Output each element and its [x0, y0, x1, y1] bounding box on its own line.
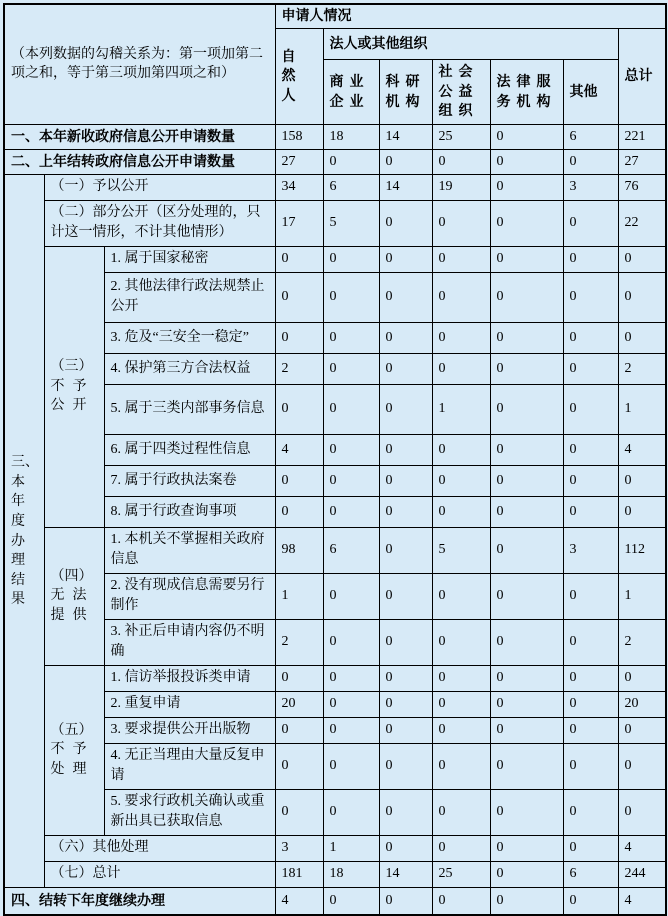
- value-cell: 0: [618, 665, 666, 691]
- value-cell: 0: [432, 246, 490, 272]
- value-cell: 0: [379, 717, 432, 743]
- value-cell: 0: [379, 384, 432, 434]
- value-cell: 0: [379, 496, 432, 527]
- value-cell: 0: [490, 717, 563, 743]
- value-cell: 0: [275, 246, 323, 272]
- section-label-year-results: 三、本年度办理结果: [4, 174, 44, 887]
- header-col-legal-service: 法律服务机构: [490, 59, 563, 124]
- value-cell: 0: [490, 527, 563, 573]
- value-cell: 0: [379, 200, 432, 246]
- value-cell: 4: [618, 887, 666, 915]
- value-cell: 2: [618, 353, 666, 384]
- value-cell: 14: [379, 124, 432, 149]
- value-cell: 0: [490, 887, 563, 915]
- table-row: [4, 861, 666, 887]
- value-cell: 0: [490, 272, 563, 322]
- table-row: [4, 789, 666, 835]
- value-cell: 0: [379, 835, 432, 861]
- value-cell: 0: [490, 496, 563, 527]
- value-cell: 18: [323, 124, 379, 149]
- value-cell: 0: [432, 496, 490, 527]
- value-cell: 0: [563, 743, 618, 789]
- value-cell: 98: [275, 527, 323, 573]
- value-cell: 0: [323, 665, 379, 691]
- value-cell: 3: [563, 174, 618, 200]
- item-label: 2. 其他法律行政法规禁止公开: [104, 272, 275, 322]
- value-cell: 5: [323, 200, 379, 246]
- value-cell: 0: [563, 272, 618, 322]
- value-cell: 112: [618, 527, 666, 573]
- group-label-refused: [44, 246, 104, 527]
- value-cell: 0: [323, 353, 379, 384]
- item-label: 3. 要求提供公开出版物: [104, 717, 275, 743]
- value-cell: 0: [490, 322, 563, 353]
- table-row: [4, 465, 666, 496]
- item-label: 8. 属于行政查询事项: [104, 496, 275, 527]
- value-cell: 3: [275, 835, 323, 861]
- value-cell: 0: [490, 789, 563, 835]
- value-cell: 0: [379, 465, 432, 496]
- table-row: [4, 434, 666, 465]
- value-cell: 0: [563, 246, 618, 272]
- value-cell: 0: [490, 861, 563, 887]
- value-cell: 1: [275, 573, 323, 619]
- value-cell: 0: [432, 691, 490, 717]
- value-cell: 0: [563, 665, 618, 691]
- header-col-research: 科研机构: [379, 59, 432, 124]
- value-cell: 0: [275, 272, 323, 322]
- value-cell: 0: [490, 200, 563, 246]
- value-cell: 0: [490, 691, 563, 717]
- value-cell: 27: [618, 149, 666, 174]
- table-row: [4, 124, 666, 149]
- value-cell: 0: [432, 619, 490, 665]
- item-label: 1. 信访举报投诉类申请: [104, 665, 275, 691]
- value-cell: 0: [618, 272, 666, 322]
- value-cell: 0: [618, 246, 666, 272]
- header-natural-person: 自然人: [275, 28, 323, 124]
- value-cell: 0: [379, 619, 432, 665]
- group-number: （三）: [50, 359, 93, 375]
- value-cell: 0: [432, 272, 490, 322]
- value-cell: 0: [275, 743, 323, 789]
- value-cell: 0: [323, 322, 379, 353]
- value-cell: 0: [490, 835, 563, 861]
- value-cell: 6: [323, 527, 379, 573]
- value-cell: 20: [618, 691, 666, 717]
- value-cell: 0: [563, 496, 618, 527]
- disclosure-table: [3, 3, 667, 916]
- item-label: 5. 属于三类内部事务信息: [104, 384, 275, 434]
- value-cell: 0: [563, 149, 618, 174]
- value-cell: 0: [618, 322, 666, 353]
- value-cell: 0: [432, 200, 490, 246]
- header-applicant-status: 申请人情况: [275, 4, 666, 28]
- value-cell: 0: [432, 353, 490, 384]
- value-cell: 25: [432, 124, 490, 149]
- value-cell: 0: [323, 691, 379, 717]
- value-cell: 0: [563, 619, 618, 665]
- value-cell: 0: [323, 573, 379, 619]
- value-cell: 0: [275, 665, 323, 691]
- value-cell: 0: [563, 835, 618, 861]
- value-cell: 0: [563, 322, 618, 353]
- value-cell: 0: [490, 174, 563, 200]
- value-cell: 0: [323, 434, 379, 465]
- value-cell: 14: [379, 861, 432, 887]
- value-cell: 0: [379, 149, 432, 174]
- value-cell: 0: [618, 743, 666, 789]
- item-label: 6. 属于四类过程性信息: [104, 434, 275, 465]
- table-row: [4, 322, 666, 353]
- value-cell: 0: [379, 789, 432, 835]
- table-row: [4, 384, 666, 434]
- value-cell: 0: [323, 619, 379, 665]
- table-row: [4, 717, 666, 743]
- value-cell: 0: [563, 465, 618, 496]
- value-cell: 0: [323, 149, 379, 174]
- row-label-granted: （一）予以公开: [44, 174, 275, 200]
- value-cell: 0: [323, 743, 379, 789]
- value-cell: 76: [618, 174, 666, 200]
- value-cell: 0: [379, 272, 432, 322]
- value-cell: 0: [563, 717, 618, 743]
- value-cell: 181: [275, 861, 323, 887]
- row-label-other-handling: （六）其他处理: [44, 835, 275, 861]
- table-row: [4, 619, 666, 665]
- value-cell: 0: [323, 384, 379, 434]
- value-cell: 3: [563, 527, 618, 573]
- value-cell: 6: [563, 124, 618, 149]
- item-label: 2. 没有现成信息需要另行制作: [104, 573, 275, 619]
- value-cell: 0: [379, 887, 432, 915]
- value-cell: 4: [618, 835, 666, 861]
- value-cell: 1: [618, 384, 666, 434]
- value-cell: 0: [490, 246, 563, 272]
- value-cell: 18: [323, 861, 379, 887]
- value-cell: 4: [275, 434, 323, 465]
- value-cell: 1: [618, 573, 666, 619]
- value-cell: 0: [379, 434, 432, 465]
- value-cell: 0: [618, 465, 666, 496]
- row-label-new-received: 一、本年新收政府信息公开申请数量: [4, 124, 275, 149]
- item-label: 7. 属于行政执法案卷: [104, 465, 275, 496]
- value-cell: 6: [323, 174, 379, 200]
- group-name: 不予处理: [50, 742, 95, 777]
- value-cell: 221: [618, 124, 666, 149]
- item-label: 2. 重复申请: [104, 691, 275, 717]
- value-cell: 0: [563, 434, 618, 465]
- value-cell: 0: [432, 434, 490, 465]
- value-cell: 0: [563, 887, 618, 915]
- row-label-partial: （二）部分公开（区分处理的，只计这一情形，不计其他情形）: [44, 200, 275, 246]
- header-total: 总计: [618, 28, 666, 124]
- table-row: [4, 149, 666, 174]
- value-cell: 0: [490, 465, 563, 496]
- value-cell: 0: [323, 496, 379, 527]
- value-cell: 0: [323, 717, 379, 743]
- value-cell: 0: [323, 887, 379, 915]
- table-row: [4, 573, 666, 619]
- value-cell: 0: [275, 717, 323, 743]
- value-cell: 0: [432, 887, 490, 915]
- value-cell: 0: [432, 789, 490, 835]
- value-cell: 0: [563, 200, 618, 246]
- table-row: [4, 496, 666, 527]
- group-number: （四）: [50, 568, 93, 584]
- value-cell: 0: [432, 835, 490, 861]
- value-cell: 1: [323, 835, 379, 861]
- value-cell: 0: [275, 496, 323, 527]
- value-cell: 0: [432, 465, 490, 496]
- value-cell: 0: [490, 573, 563, 619]
- value-cell: 0: [275, 789, 323, 835]
- value-cell: 0: [563, 573, 618, 619]
- value-cell: 0: [379, 743, 432, 789]
- value-cell: 0: [490, 124, 563, 149]
- value-cell: 0: [490, 665, 563, 691]
- value-cell: 0: [563, 384, 618, 434]
- table-row: [4, 4, 666, 28]
- value-cell: 0: [275, 465, 323, 496]
- value-cell: 14: [379, 174, 432, 200]
- group-name: 不予公开: [50, 378, 95, 414]
- value-cell: 0: [490, 353, 563, 384]
- group-label-not-processed: [44, 665, 104, 835]
- value-cell: 0: [432, 322, 490, 353]
- value-cell: 0: [432, 717, 490, 743]
- value-cell: 0: [379, 527, 432, 573]
- group-label-unable-to-provide: [44, 527, 104, 665]
- table-row: [4, 835, 666, 861]
- table-row: [4, 527, 666, 573]
- table-row: [4, 246, 666, 272]
- note-cell: （本列数据的勾稽关系为：第一项加第二项之和，等于第三项加第四项之和）: [4, 4, 275, 124]
- item-label: 1. 本机关不掌握相关政府信息: [104, 527, 275, 573]
- table-row: [4, 665, 666, 691]
- value-cell: 0: [618, 496, 666, 527]
- value-cell: 0: [379, 665, 432, 691]
- item-label: 5. 要求行政机关确认或重新出具已获取信息: [104, 789, 275, 835]
- value-cell: 158: [275, 124, 323, 149]
- table-row: [4, 200, 666, 246]
- value-cell: 0: [563, 353, 618, 384]
- header-col-other: 其他: [563, 59, 618, 124]
- value-cell: 0: [379, 322, 432, 353]
- group-number: （五）: [50, 722, 93, 738]
- value-cell: 0: [432, 149, 490, 174]
- value-cell: 17: [275, 200, 323, 246]
- table-row: [4, 353, 666, 384]
- value-cell: 0: [379, 691, 432, 717]
- value-cell: 2: [275, 353, 323, 384]
- value-cell: 0: [490, 434, 563, 465]
- value-cell: 4: [275, 887, 323, 915]
- table-row: [4, 743, 666, 789]
- item-label: 4. 无正当理由大量反复申请: [104, 743, 275, 789]
- value-cell: 2: [618, 619, 666, 665]
- value-cell: 19: [432, 174, 490, 200]
- value-cell: 0: [432, 743, 490, 789]
- header-col-business: 商业企业: [323, 59, 379, 124]
- value-cell: 0: [323, 789, 379, 835]
- value-cell: 1: [432, 384, 490, 434]
- table-row: [4, 272, 666, 322]
- value-cell: 0: [323, 246, 379, 272]
- item-label: 4. 保护第三方合法权益: [104, 353, 275, 384]
- value-cell: 6: [563, 861, 618, 887]
- row-label-carried-over: 二、上年结转政府信息公开申请数量: [4, 149, 275, 174]
- row-label-next-year: 四、结转下年度继续办理: [4, 887, 275, 915]
- value-cell: 34: [275, 174, 323, 200]
- value-cell: 0: [275, 384, 323, 434]
- item-label: 1. 属于国家秘密: [104, 246, 275, 272]
- header-col-public-welfare: 社会公益组织: [432, 59, 490, 124]
- value-cell: 5: [432, 527, 490, 573]
- header-legal-org: 法人或其他组织: [323, 28, 618, 59]
- value-cell: 0: [323, 272, 379, 322]
- value-cell: 0: [379, 246, 432, 272]
- value-cell: 25: [432, 861, 490, 887]
- value-cell: 0: [379, 573, 432, 619]
- item-label: 3. 危及“三安全一稳定”: [104, 322, 275, 353]
- value-cell: 27: [275, 149, 323, 174]
- value-cell: 22: [618, 200, 666, 246]
- value-cell: 0: [275, 322, 323, 353]
- value-cell: 20: [275, 691, 323, 717]
- value-cell: 0: [618, 789, 666, 835]
- table-row: [4, 174, 666, 200]
- value-cell: 2: [275, 619, 323, 665]
- item-label: 3. 补正后申请内容仍不明确: [104, 619, 275, 665]
- value-cell: 0: [490, 743, 563, 789]
- value-cell: 244: [618, 861, 666, 887]
- table-row: [4, 691, 666, 717]
- value-cell: 0: [323, 465, 379, 496]
- value-cell: 0: [490, 149, 563, 174]
- value-cell: 0: [432, 573, 490, 619]
- value-cell: 0: [563, 789, 618, 835]
- value-cell: 4: [618, 434, 666, 465]
- row-label-subtotal: （七）总计: [44, 861, 275, 887]
- value-cell: 0: [490, 619, 563, 665]
- value-cell: 0: [618, 717, 666, 743]
- group-name: 无法提供: [50, 588, 95, 623]
- value-cell: 0: [563, 691, 618, 717]
- value-cell: 0: [379, 353, 432, 384]
- value-cell: 0: [490, 384, 563, 434]
- value-cell: 0: [432, 665, 490, 691]
